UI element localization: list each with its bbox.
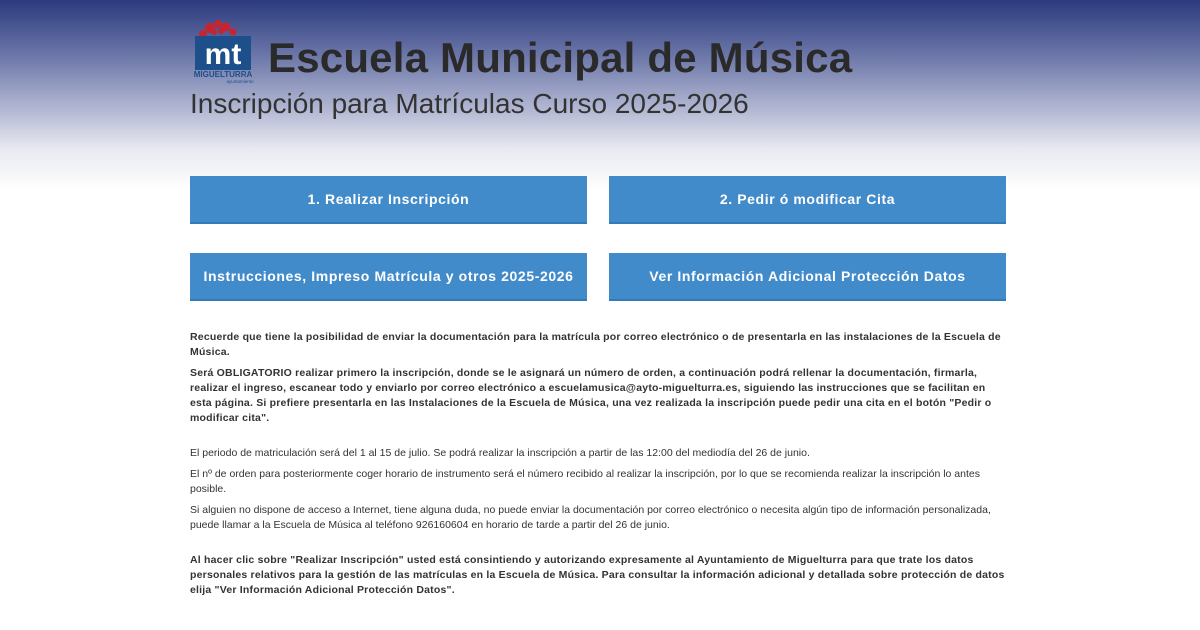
page-header (190, 18, 1020, 128)
info-content (190, 330, 1005, 604)
info-paragraph-orden: El nº de orden para posteriormente coger horario de instrumento será el número recibido al realizar la inscripción, por lo que se recomienda realizar la inscripción lo antes posible. (190, 468, 980, 495)
spacer (190, 432, 1005, 446)
svg-text:mt: mt (204, 38, 242, 71)
info-paragraph-periodo: El periodo de matriculación será del 1 al 15 de julio. Se podrá realizar la inscripción a partir de las 12:00 del mediodía del 26 de junio. (190, 447, 810, 459)
info-paragraph-consentimiento: Al hacer clic sobre "Realizar Inscripción" usted está consintiendo y autorizando expresamente al Ayuntamiento de Miguelturra para que trate los datos personales relativos para la gestión de las matrículas en la Escuela de Música. Para consultar la información adicional y detallada sobre protección de datos elija "Ver Información Adicional Protección Datos". (190, 554, 1005, 596)
info-paragraph-obligatorio: Será OBLIGATORIO realizar primero la inscripción, donde se le asignará un número de orden, a continuación podrá rellenar la documentación, firmarla, realizar el ingreso, escanear todo y enviarlo por correo electrónico a escuelamusica@ayto-miguelturra.es, siguiendo las instrucciones que se facilitan en esta página. Si prefiere presentarla en las Instalaciones de la Escuela de Música, una vez realizada la inscripción puede pedir una cita en el botón "Pedir o modificar cita". (190, 367, 992, 424)
pedir-cita-button[interactable]: 2. Pedir ó modificar Cita (609, 176, 1006, 224)
svg-text:ayuntamiento: ayuntamiento (226, 79, 254, 84)
spacer (190, 539, 1005, 553)
realizar-inscripcion-button[interactable]: 1. Realizar Inscripción (190, 176, 587, 224)
info-paragraph-contacto: Si alguien no dispone de acceso a Internet, tiene alguna duda, no puede enviar la documentación por correo electrónico o necesita algún tipo de información personalizada, puede llamar a la Escuela de Música al teléfono 926160604 en horario de tarde a partir del 26 de junio. (190, 504, 991, 531)
page-subtitle: Inscripción para Matrículas Curso 2025-2026 (190, 88, 749, 119)
miguelturra-logo (190, 18, 256, 84)
site-title: Escuela Municipal de Música (268, 34, 853, 81)
instrucciones-button[interactable]: Instrucciones, Impreso Matrícula y otros 2025-2026 (190, 253, 587, 301)
proteccion-datos-button[interactable]: Ver Información Adicional Protección Datos (609, 253, 1006, 301)
info-paragraph-documentacion: Recuerde que tiene la posibilidad de enviar la documentación para la matrícula por correo electrónico o de presentarla en las instalaciones de la Escuela de Música. (190, 331, 1001, 358)
svg-text:MIGUELTURRA: MIGUELTURRA (193, 70, 253, 79)
